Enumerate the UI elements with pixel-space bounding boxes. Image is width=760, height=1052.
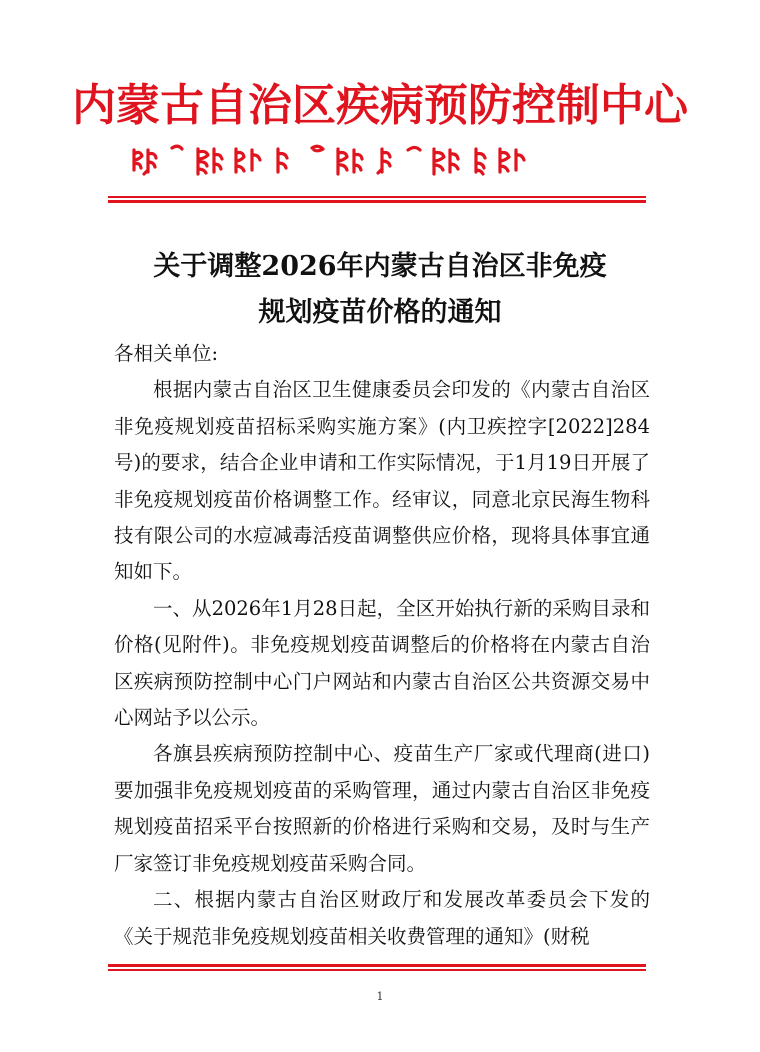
document-body [114,336,650,955]
document-title-line-1: 关于调整2026年内蒙古自治区非免疫 [153,251,607,282]
paragraph: 各旗县疾病预防控制中心、疫苗生产厂家或代理商(进口)要加强非免疫规划疫苗的采购管理，通过内蒙古自治区非免疫规划疫苗招采平台按照新的价格进行采购和交易，及时与生产厂家签订非免疫规划疫苗采购合同。 [114,742,650,875]
footer-divider-thick-line [108,964,646,967]
paragraph: 根据内蒙古自治区卫生健康委员会印发的《内蒙古自治区非免疫规划疫苗招标采购实施方案》(内卫疾控字[2022]284号)的要求，结合企业申请和工作实际情况，于1月19日开展了非免疫规划疫苗价格调整工作。经审议，同意北京民海生物科技有限公司的水痘减毒活疫苗调整供应价格，现将具体事宜通知如下。 [114,378,650,584]
paragraph: 二、根据内蒙古自治区财政厅和发展改革委员会下发的《关于规范非免疫规划疫苗相关收费管理的通知》(财税 [114,888,650,948]
page-number: 1 [376,990,384,1003]
mongolian-script-graphic [128,140,628,180]
footer-divider-thin-line [108,969,646,971]
paragraph: 一、从2026年1月28日起，全区开始执行新的采购目录和价格(见附件)。非免疫规划疫苗调整后的价格将在内蒙古自治区疾病预防控制中心门户网站和内蒙古自治区公共资源交易中心网站予以公示。 [114,596,650,730]
header-divider-thin-line [108,196,646,198]
org-name-heading: 内蒙古自治区疾病预防控制中心 [72,80,688,131]
footer-divider [108,964,646,971]
header-divider-thick-line [108,200,646,203]
salutation: 各相关单位: [114,342,219,365]
header-divider [108,196,646,203]
document-title-line-2: 规划疫苗价格的通知 [258,297,502,328]
mongolian-script-org-name [128,140,628,180]
